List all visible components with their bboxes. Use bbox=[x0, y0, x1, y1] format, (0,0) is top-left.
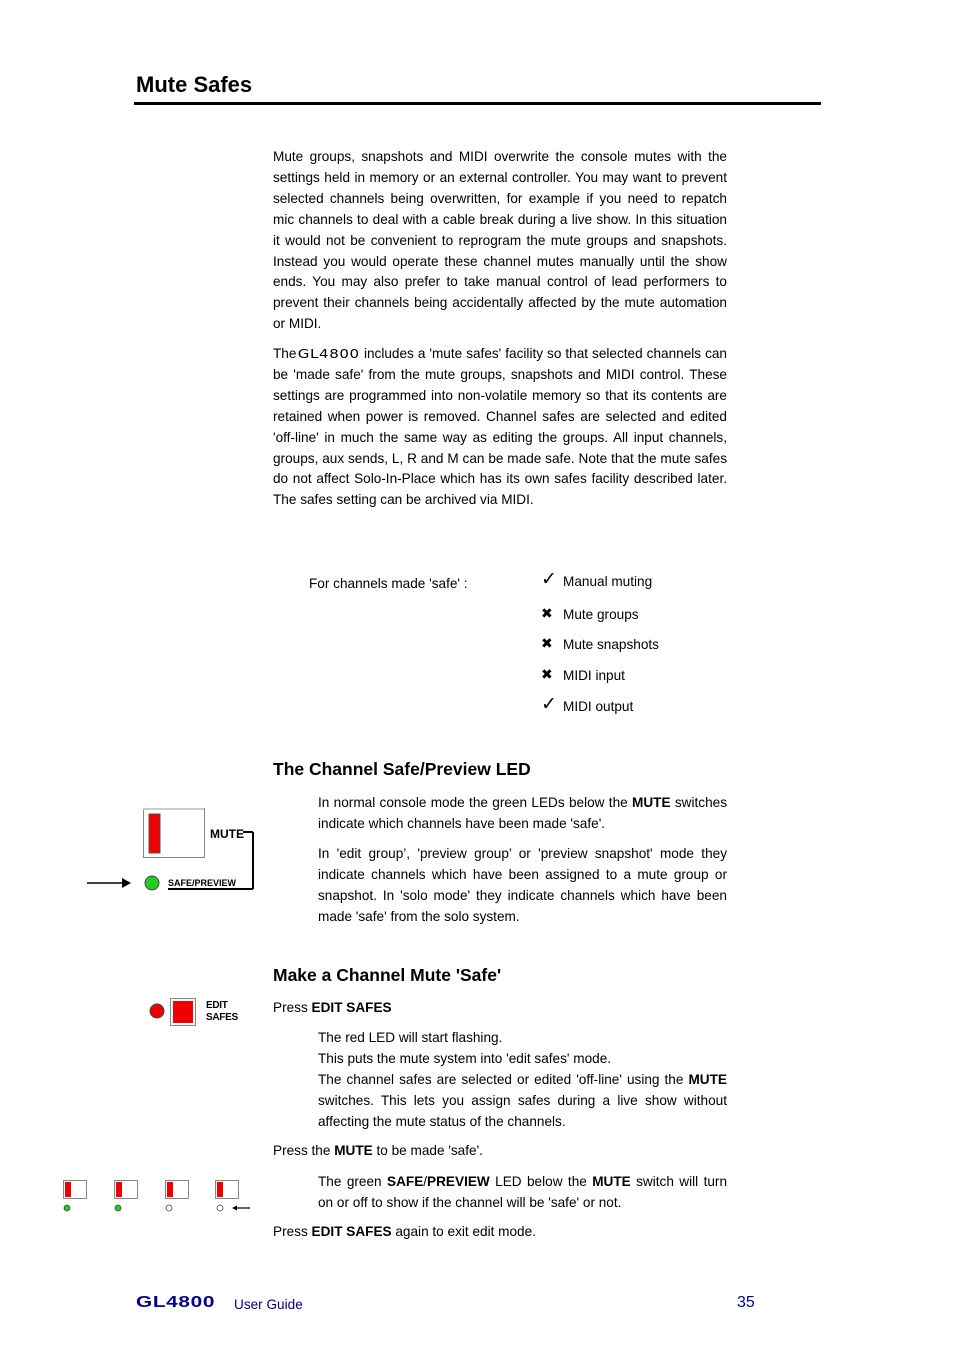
brand-inline: GL4800 bbox=[298, 347, 361, 361]
text-run: switches indicate which channels have been made 'safe'. bbox=[318, 795, 728, 831]
diagram-mute-label: MUTE bbox=[210, 827, 244, 841]
intro-p2-pre: The bbox=[273, 346, 297, 361]
section2-block-2 bbox=[318, 1172, 727, 1214]
text-run: switches. This lets you assign safes during a live show without affecting the mute status of the channels. bbox=[318, 1092, 727, 1129]
cross-icon: ✖ bbox=[541, 605, 553, 621]
text-run-bold: SAFE bbox=[387, 1174, 424, 1189]
text-run: LED below the bbox=[489, 1174, 593, 1189]
safe-item-label: MIDI output bbox=[563, 699, 634, 714]
mute-switch-diagram bbox=[80, 800, 265, 900]
text-run: In normal console mode the green LEDs below the bbox=[318, 795, 633, 810]
text-line: The red LED will start flashing. bbox=[318, 1030, 503, 1045]
edit-safes-diagram bbox=[145, 996, 255, 1030]
text-line bbox=[318, 1070, 727, 1133]
text-run: switch will turn on or off to show if the channel will be 'safe' or not. bbox=[318, 1174, 728, 1210]
diagram-safe-label: SAFE/PREVIEW bbox=[168, 878, 237, 888]
safe-item-manual-muting bbox=[541, 570, 652, 589]
safe-item-mute-groups bbox=[541, 605, 639, 622]
text-run: again to exit edit mode. bbox=[391, 1224, 536, 1239]
text-run-bold: MUTE bbox=[334, 1143, 373, 1158]
intro-paragraph-2 bbox=[273, 344, 727, 511]
mute-switch-1 bbox=[64, 1181, 87, 1212]
text-run: Press the bbox=[273, 1143, 335, 1158]
arrow-left-icon bbox=[232, 1206, 237, 1211]
mute-red-indicator bbox=[149, 814, 160, 853]
press-edit-safes bbox=[273, 998, 392, 1019]
section1-paragraph-1 bbox=[318, 793, 727, 835]
footer-user-guide: User Guide bbox=[234, 1297, 303, 1312]
edit-safes-label bbox=[206, 1000, 238, 1024]
cross-icon: ✖ bbox=[541, 666, 553, 682]
footer-brand-logo: GL4800 bbox=[136, 1294, 216, 1311]
safe-item-midi-input bbox=[541, 666, 625, 683]
edit-safes-button-icon bbox=[173, 1001, 193, 1023]
safe-item-midi-output bbox=[541, 695, 633, 714]
text-run: Press bbox=[273, 1000, 312, 1015]
mute-switch-row-diagram bbox=[58, 1176, 258, 1216]
safe-item-label: MIDI input bbox=[563, 668, 625, 683]
text-run-bold: PREVIEW bbox=[427, 1174, 490, 1189]
text-run-bold: MUTE bbox=[592, 1174, 631, 1189]
safe-item-label: Mute snapshots bbox=[563, 637, 659, 652]
mute-switch-2 bbox=[115, 1181, 138, 1212]
text-run-bold: EDIT SAFES bbox=[311, 1224, 392, 1239]
press-edit-safes-again bbox=[273, 1222, 536, 1243]
press-mute bbox=[273, 1141, 483, 1162]
check-icon: ✓ bbox=[541, 569, 557, 590]
cross-icon: ✖ bbox=[541, 635, 553, 651]
intro-paragraph-1: Mute groups, snapshots and MIDI overwrite the console mutes with the settings held in memory or an external controller. You may want to prevent selected channels being overwritten, for example if you need to repatch mic channels to deal with a cable break during a live show. In this situation it would not be convenient to reprogram the mute groups and snapshots. Instead you would operate these channel mutes manually until the show ends. You may also prefer to take manual control of lead performers to prevent their channels being accidentally affected by the mute automation or MIDI. bbox=[273, 149, 727, 332]
safe-item-label: Manual muting bbox=[563, 574, 653, 589]
safe-item-label: Mute groups bbox=[563, 607, 639, 622]
edit-label-line-1: EDIT bbox=[206, 1000, 228, 1011]
text-run: / bbox=[423, 1174, 428, 1189]
intro-p2-post: includes a 'mute safes' facility so that selected channels can be 'made safe' from the mute groups, snapshots and MIDI control. These settings are programmed into non-volatile memory so that its contents are retained when power is removed. Channel safes are selected and edited 'off-line' in much the same way as editing the groups. All input channels, groups, aux sends, L, R and M can be made safe. Note that the mute safes do not affect Solo-In-Place which has its own safes facility described later. The safes setting can be archived via MIDI. bbox=[273, 346, 727, 508]
safe-list-label: For channels made 'safe' : bbox=[309, 576, 468, 591]
text-run: to be made 'safe'. bbox=[372, 1143, 483, 1158]
mute-switch-3 bbox=[166, 1181, 189, 1212]
title-rule bbox=[134, 102, 821, 105]
mute-switch-4 bbox=[216, 1181, 239, 1212]
text-run: The channel safes are selected or edited 'off-line' using the bbox=[318, 1071, 689, 1087]
section1-paragraph-2: In 'edit group’, 'preview group’ or 'preview snapshot' mode they indicate channels which have been assigned to a mute group or snapshot. In 'solo mode' they indicate channels which have been made 'safe' from the solo system. bbox=[318, 846, 727, 924]
text-run-bold: MUTE bbox=[632, 795, 671, 810]
edit-label-line-2: SAFES bbox=[206, 1012, 238, 1023]
text-run-bold: EDIT SAFES bbox=[311, 1000, 392, 1015]
check-icon: ✓ bbox=[541, 694, 557, 715]
section-heading-safe-preview-led: The Channel Safe/Preview LED bbox=[273, 759, 531, 779]
section-heading-make-safe: Make a Channel Mute 'Safe' bbox=[273, 965, 502, 985]
text-run: The green bbox=[318, 1174, 387, 1189]
section2-block-1 bbox=[318, 1028, 727, 1133]
text-run: Press bbox=[273, 1224, 312, 1239]
text-run-bold: MUTE bbox=[688, 1071, 727, 1087]
page-title: Mute Safes bbox=[136, 72, 253, 97]
arrow-right-icon bbox=[122, 878, 131, 888]
safe-item-mute-snapshots bbox=[541, 635, 659, 652]
text-line: This puts the mute system into 'edit safes' mode. bbox=[318, 1050, 612, 1066]
page-number: 35 bbox=[737, 1294, 755, 1311]
edit-safes-red-led bbox=[150, 1004, 164, 1018]
safe-preview-led bbox=[145, 876, 159, 890]
